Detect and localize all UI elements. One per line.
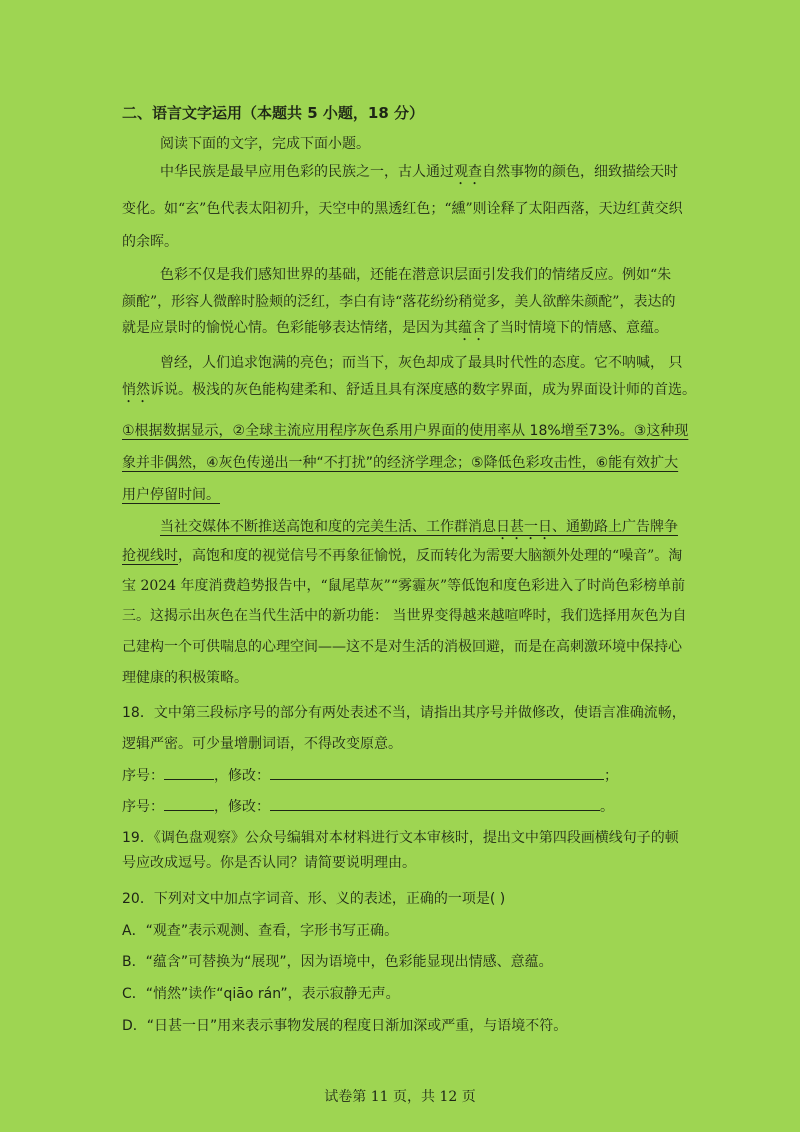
section-title: 二、语言文字运用（本题共 5 小题，18 分） [122,104,424,122]
seq-label: 序号： [122,799,164,815]
passage-p1-line2: 变化。如“玄”色代表太阳初升，天空中的黑透红色；“纁”则诠释了太阳西落，天边红黄交织 [122,201,683,217]
underlined-sentence: 、通勤路上广告牌争 [552,519,678,535]
passage-p2-line3 [122,318,682,344]
punct: 。 [600,799,614,815]
passage-text: 就是应景时的愉悦心情。色彩能够表达情绪，是因为其 [122,320,458,336]
passage-p4-line4: 三。这揭示出灰色在当代生活中的新功能： 当世界变得越来越喧哗时，我们选择用灰色为自 [122,608,687,624]
q18-answer-row1 [122,764,682,786]
q20-option-b[interactable]: B．“蕴含”可替换为“展现”，因为语境中，色彩能显现出情感、意蕴。 [122,954,553,970]
punct: ； [604,768,618,784]
edit-label: ，修改： [214,799,270,815]
passage-p3-numbered-line3: 用户停留时间。 [122,487,220,503]
edit-blank-1[interactable] [270,764,604,780]
edit-blank-2[interactable] [270,795,600,811]
dotted-word-guancha: 观查 [454,164,482,180]
q19-line2: 号应改成逗号。你是否认同？请简要说明理由。 [122,855,416,871]
passage-p1-line3: 的余晖。 [122,234,178,250]
dotted-word-yunhan: 蕴含 [458,320,486,336]
passage-p3-line1: 曾经，人们追求饱满的亮色；而当下，灰色却成了最具时代性的态度。它不呐喊， 只 [160,355,683,371]
passage-text: 中华民族是最早应用色彩的民族之一，古人通过 [160,164,454,180]
passage-p4-line3: 宝 2024 年度消费趋势报告中，“鼠尾草灰”“雾霾灰”等低饱和度色彩进入了时尚色彩榜单前 [122,578,686,594]
instruction: 阅读下面的文字，完成下面小题。 [160,136,370,152]
q20-stem: 20．下列对文中加点字词音、形、义的表述，正确的一项是( ) [122,891,506,907]
q20-option-c[interactable]: C．“悄然”读作“qiāo rán”，表示寂静无声。 [122,986,400,1002]
seq-label: 序号： [122,768,164,784]
dotted-word-rishenyiri: 日甚一日 [496,519,552,535]
page-footer: 试卷第 11 页，共 12 页 [324,1089,476,1105]
passage-text: 自然事物的颜色，细致描绘天时 [482,164,678,180]
seq-blank-1[interactable] [164,764,214,780]
edit-label: ，修改： [214,768,270,784]
passage-p4-line6: 理健康的积极策略。 [122,670,248,686]
passage-p4-line5: 己建构一个可供喘息的心理空间——这不是对生活的消极回避，而是在高刺激环境中保持心 [122,639,682,655]
passage-p2-line1: 色彩不仅是我们感知世界的基础，还能在潜意识层面引发我们的情绪反应。例如“朱 [160,267,672,283]
q18-line2: 逻辑严密。可少量增删词语，不得改变原意。 [122,736,402,752]
q18-answer-row2 [122,795,682,817]
q20-option-a[interactable]: A．“观查”表示观测、查看，字形书写正确。 [122,923,399,939]
passage-p4-line2 [122,546,682,566]
passage-p2-line2: 颜酡”，形容人微醉时脸颊的泛红，李白有诗“落花纷纷稍觉多，美人欲醉朱颜酡”，表达的 [122,294,676,310]
passage-text: 诉说。极浅的灰色能构建柔和、舒适且具有深度感的数字界面，成为界面设计师的首选。 [150,382,696,398]
passage-p4-line1 [160,517,680,543]
q18-line1: 18．文中第三段标序号的部分有两处表述不当，请指出其序号并做修改，使语言准确流畅， [122,705,686,721]
passage-p3-numbered-line2: 象并非偶然，④灰色传递出一种“不打扰”的经济学理念；⑤降低色彩攻击性，⑥能有效扩大 [122,455,679,471]
q20-option-d[interactable]: D．“日甚一日”用来表示事物发展的程度日渐加深或严重，与语境不符。 [122,1018,568,1034]
passage-text: 了当时情境下的情感、意蕴。 [486,320,668,336]
underlined-sentence: 当社交媒体不断推送高饱和度的完美生活、工作群消息 [160,519,496,535]
passage-p3-numbered-line1: ①根据数据显示，②全球主流应用程序灰色系用户界面的使用率从 18%增至73%。③这种现 [122,423,689,439]
dotted-word-qiaoran: 悄然 [122,382,150,398]
passage-p3-line2 [122,380,696,406]
q19-line1: 19．《调色盘观察》公众号编辑对本材料进行文本审核时，提出文中第四段画横线句子的顿 [122,830,679,846]
passage-text: ，高饱和度的视觉信号不再象征愉悦，反而转化为需要大脑额外处理的“噪音”。淘 [178,548,683,564]
passage-p1-line1 [160,162,680,188]
underlined-sentence: 抢视线时 [122,548,178,564]
seq-blank-2[interactable] [164,795,214,811]
